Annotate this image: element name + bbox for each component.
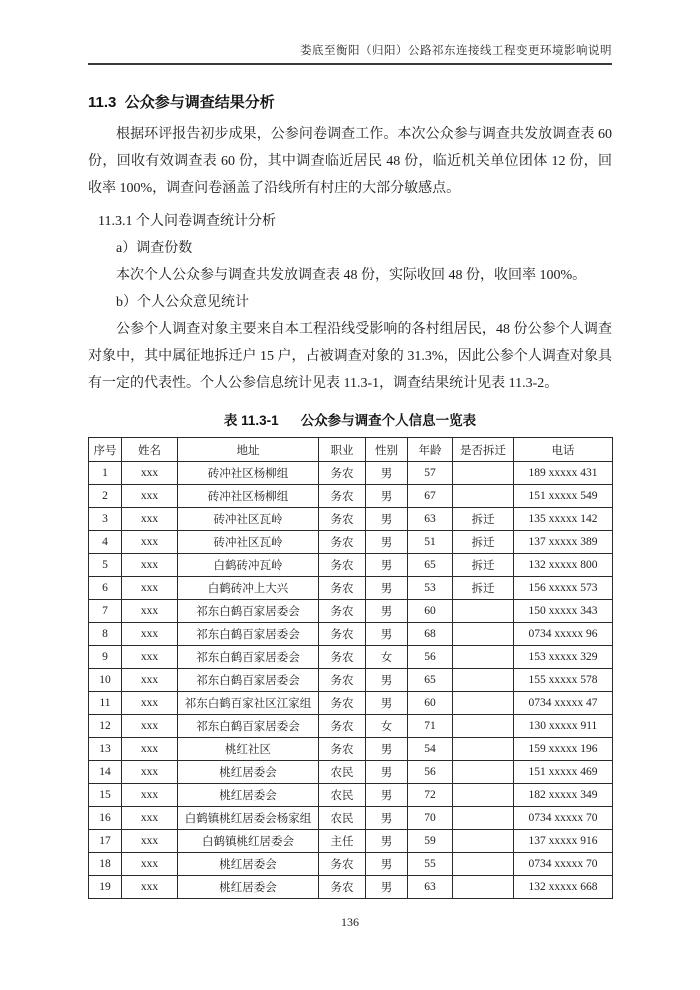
table-cell (453, 623, 514, 646)
table-cell: 男 (366, 554, 408, 577)
table-cell: 桃红社区 (178, 738, 319, 761)
table-cell: 桃红居委会 (178, 761, 319, 784)
table-cell: xxx (122, 531, 178, 554)
column-header: 地址 (178, 438, 319, 462)
table-cell: 14 (89, 761, 122, 784)
table-cell (453, 669, 514, 692)
table-cell: 63 (408, 508, 453, 531)
table-cell: 白鹤镇桃红居委会杨家组 (178, 807, 319, 830)
intro-paragraph: 根据环评报告初步成果，公参问卷调查工作。本次公众参与调查共发放调查表 60 份，回收有效调查表 60 份，其中调查临近居民 48 份，临近机关单位团体 12 份，回收率 100%，调查问卷涵盖了沿线所有村庄的大部分敏感点。 (88, 127, 612, 196)
table-cell: 农民 (319, 761, 366, 784)
page-header-title: 娄底至衡阳（归阳）公路祁东连接线工程变更环境影响说明 (88, 42, 612, 65)
table-cell (453, 853, 514, 876)
table-cell: xxx (122, 876, 178, 899)
table-row (89, 623, 613, 646)
table-cell: 男 (366, 600, 408, 623)
table-cell: 189 xxxxx 431 (514, 462, 613, 485)
table-cell: 3 (89, 508, 122, 531)
item-b-text: 公参个人调查对象主要来自本工程沿线受影响的各村组居民，48 份公参个人调查对象中，其中属征地拆迁户 15 户，占被调查对象的 31.3%，因此公参个人调查对象具有一定的代表性。个人公参信息统计见表 11.3-1，调查结果统计见表 11.3-2。 (88, 322, 612, 391)
table-cell: 男 (366, 669, 408, 692)
table-cell: 67 (408, 485, 453, 508)
table-cell: 男 (366, 577, 408, 600)
table-cell: 白鹤砖冲上大兴 (178, 577, 319, 600)
table-cell: 男 (366, 508, 408, 531)
column-header: 是否拆迁 (453, 438, 514, 462)
table-cell (453, 462, 514, 485)
table-body (89, 462, 613, 899)
table-cell: 56 (408, 646, 453, 669)
table-cell: 159 xxxxx 196 (514, 738, 613, 761)
table-cell: 务农 (319, 623, 366, 646)
table-cell: 132 xxxxx 668 (514, 876, 613, 899)
table-cell: 女 (366, 715, 408, 738)
table-cell: 男 (366, 623, 408, 646)
table-cell: 70 (408, 807, 453, 830)
table-cell: 151 xxxxx 469 (514, 761, 613, 784)
table-cell (453, 807, 514, 830)
table-row (89, 761, 613, 784)
table-caption-label: 表 11.3-1 (223, 413, 279, 428)
table-row (89, 738, 613, 761)
table-cell: 祁东白鹤百家居委会 (178, 623, 319, 646)
table-cell: 16 (89, 807, 122, 830)
table-cell: 拆迁 (453, 508, 514, 531)
column-header: 年龄 (408, 438, 453, 462)
table-cell: 砖冲社区杨柳组 (178, 485, 319, 508)
table-cell (453, 646, 514, 669)
table-cell: 8 (89, 623, 122, 646)
table-row (89, 646, 613, 669)
item-a-label: a）调查份数 (116, 241, 193, 256)
table-cell: 135 xxxxx 142 (514, 508, 613, 531)
table-cell: xxx (122, 692, 178, 715)
column-header: 电话 (514, 438, 613, 462)
table-cell: xxx (122, 830, 178, 853)
table-cell (453, 830, 514, 853)
table-cell: 60 (408, 692, 453, 715)
column-header: 性别 (366, 438, 408, 462)
table-cell: 务农 (319, 715, 366, 738)
table-cell: 65 (408, 669, 453, 692)
table-cell: 砖冲社区瓦岭 (178, 531, 319, 554)
table-cell: 农民 (319, 784, 366, 807)
table-row (89, 876, 613, 899)
column-header: 序号 (89, 438, 122, 462)
table-cell: 10 (89, 669, 122, 692)
table-row (89, 600, 613, 623)
table-cell (453, 761, 514, 784)
table-cell: 拆迁 (453, 531, 514, 554)
table-cell: 155 xxxxx 578 (514, 669, 613, 692)
table-cell: 白鹤砖冲瓦岭 (178, 554, 319, 577)
table-cell: 桃红居委会 (178, 876, 319, 899)
table-cell: xxx (122, 508, 178, 531)
table-cell: 130 xxxxx 911 (514, 715, 613, 738)
table-cell: 51 (408, 531, 453, 554)
table-cell: 19 (89, 876, 122, 899)
table-cell: 17 (89, 830, 122, 853)
table-cell: 男 (366, 853, 408, 876)
table-cell: 54 (408, 738, 453, 761)
table-cell: xxx (122, 738, 178, 761)
table-row (89, 554, 613, 577)
table-cell: 白鹤镇桃红居委会 (178, 830, 319, 853)
table-cell (453, 876, 514, 899)
table-cell: 1 (89, 462, 122, 485)
table-cell: 9 (89, 646, 122, 669)
table-cell: 务农 (319, 485, 366, 508)
table-cell: xxx (122, 853, 178, 876)
table-cell: 男 (366, 784, 408, 807)
item-b-label: b）个人公众意见统计 (116, 295, 249, 310)
table-cell: 务农 (319, 462, 366, 485)
table-cell: 拆迁 (453, 554, 514, 577)
table-cell: 153 xxxxx 329 (514, 646, 613, 669)
table-cell: 男 (366, 807, 408, 830)
table-row (89, 830, 613, 853)
table-cell: 71 (408, 715, 453, 738)
subsection-heading: 11.3.1 个人问卷调查统计分析 (98, 214, 276, 229)
table-caption-title: 公众参与调查个人信息一览表 (300, 413, 477, 428)
table-cell: 祁东白鹤百家社区江家组 (178, 692, 319, 715)
table-cell: 男 (366, 830, 408, 853)
table-cell: xxx (122, 715, 178, 738)
table-cell (453, 715, 514, 738)
table-cell: 56 (408, 761, 453, 784)
table-cell: 男 (366, 531, 408, 554)
table-cell: 男 (366, 876, 408, 899)
page-number: 136 (341, 915, 359, 929)
table-cell: 祁东白鹤百家居委会 (178, 669, 319, 692)
table-cell: 女 (366, 646, 408, 669)
document-page (88, 0, 612, 930)
table-cell: 务农 (319, 646, 366, 669)
table-cell: 5 (89, 554, 122, 577)
table-cell: 砖冲社区瓦岭 (178, 508, 319, 531)
table-cell: 68 (408, 623, 453, 646)
table-cell: 12 (89, 715, 122, 738)
table-cell: 桃红居委会 (178, 784, 319, 807)
table-cell: 57 (408, 462, 453, 485)
section-heading: 11.3 公众参与调查结果分析 (88, 94, 275, 111)
table-cell (453, 485, 514, 508)
item-a-text: 本次个人公众参与调查共发放调查表 48 份，实际收回 48 份，收回率 100%。 (116, 268, 587, 283)
table-cell: 151 xxxxx 549 (514, 485, 613, 508)
table-cell: 务农 (319, 692, 366, 715)
table-header-row (89, 438, 613, 462)
table-cell: xxx (122, 462, 178, 485)
table-cell: xxx (122, 784, 178, 807)
table-cell: 主任 (319, 830, 366, 853)
table-cell: 祁东白鹤百家居委会 (178, 646, 319, 669)
table-cell: 6 (89, 577, 122, 600)
table-cell: 72 (408, 784, 453, 807)
column-header: 姓名 (122, 438, 178, 462)
table-cell: 务农 (319, 531, 366, 554)
table-cell: xxx (122, 554, 178, 577)
table-cell: 拆迁 (453, 577, 514, 600)
table-cell: 59 (408, 830, 453, 853)
table-cell (453, 738, 514, 761)
table-cell: 务农 (319, 554, 366, 577)
table-cell: 4 (89, 531, 122, 554)
table-cell: xxx (122, 485, 178, 508)
table-cell (453, 600, 514, 623)
table-cell: 150 xxxxx 343 (514, 600, 613, 623)
table-cell: xxx (122, 807, 178, 830)
table-row (89, 692, 613, 715)
table-cell: 祁东白鹤百家居委会 (178, 715, 319, 738)
table-row (89, 531, 613, 554)
table-row (89, 853, 613, 876)
table-cell: 60 (408, 600, 453, 623)
table-cell: xxx (122, 646, 178, 669)
table-cell: 男 (366, 761, 408, 784)
table-cell: 务农 (319, 600, 366, 623)
table-cell: 务农 (319, 738, 366, 761)
table-cell: 55 (408, 853, 453, 876)
table-cell: 务农 (319, 508, 366, 531)
table-cell: xxx (122, 600, 178, 623)
table-cell: 18 (89, 853, 122, 876)
table-cell: 男 (366, 738, 408, 761)
table-cell: 13 (89, 738, 122, 761)
table-cell: 0734 xxxxx 96 (514, 623, 613, 646)
table-cell: xxx (122, 623, 178, 646)
table-cell: 137 xxxxx 389 (514, 531, 613, 554)
table-row (89, 485, 613, 508)
table-cell: 男 (366, 462, 408, 485)
table-cell: 156 xxxxx 573 (514, 577, 613, 600)
table-cell: 农民 (319, 807, 366, 830)
table-cell: 11 (89, 692, 122, 715)
table-cell (453, 692, 514, 715)
column-header: 职业 (319, 438, 366, 462)
table-cell: 0734 xxxxx 70 (514, 853, 613, 876)
table-cell: 7 (89, 600, 122, 623)
table-cell: 务农 (319, 577, 366, 600)
table-cell: 务农 (319, 876, 366, 899)
table-cell: 务农 (319, 853, 366, 876)
table-cell: 65 (408, 554, 453, 577)
table-cell: 63 (408, 876, 453, 899)
table-row (89, 462, 613, 485)
personal-info-table (88, 437, 613, 899)
table-cell: 男 (366, 485, 408, 508)
table-row (89, 715, 613, 738)
table-row (89, 784, 613, 807)
table-cell: 祁东白鹤百家居委会 (178, 600, 319, 623)
table-cell: xxx (122, 669, 178, 692)
table-cell: 2 (89, 485, 122, 508)
table-cell: 砖冲社区杨柳组 (178, 462, 319, 485)
table-cell: 男 (366, 692, 408, 715)
table-cell: 137 xxxxx 916 (514, 830, 613, 853)
table-cell (453, 784, 514, 807)
table-cell: 桃红居委会 (178, 853, 319, 876)
table-row (89, 669, 613, 692)
table-cell: 53 (408, 577, 453, 600)
table-row (89, 577, 613, 600)
table-cell: 务农 (319, 669, 366, 692)
table-cell: 132 xxxxx 800 (514, 554, 613, 577)
table-cell: 0734 xxxxx 70 (514, 807, 613, 830)
table-cell: xxx (122, 761, 178, 784)
table-cell: xxx (122, 577, 178, 600)
table-cell: 182 xxxxx 349 (514, 784, 613, 807)
table-caption (88, 409, 612, 429)
table-row (89, 807, 613, 830)
table-row (89, 508, 613, 531)
table-cell: 15 (89, 784, 122, 807)
table-cell: 0734 xxxxx 47 (514, 692, 613, 715)
